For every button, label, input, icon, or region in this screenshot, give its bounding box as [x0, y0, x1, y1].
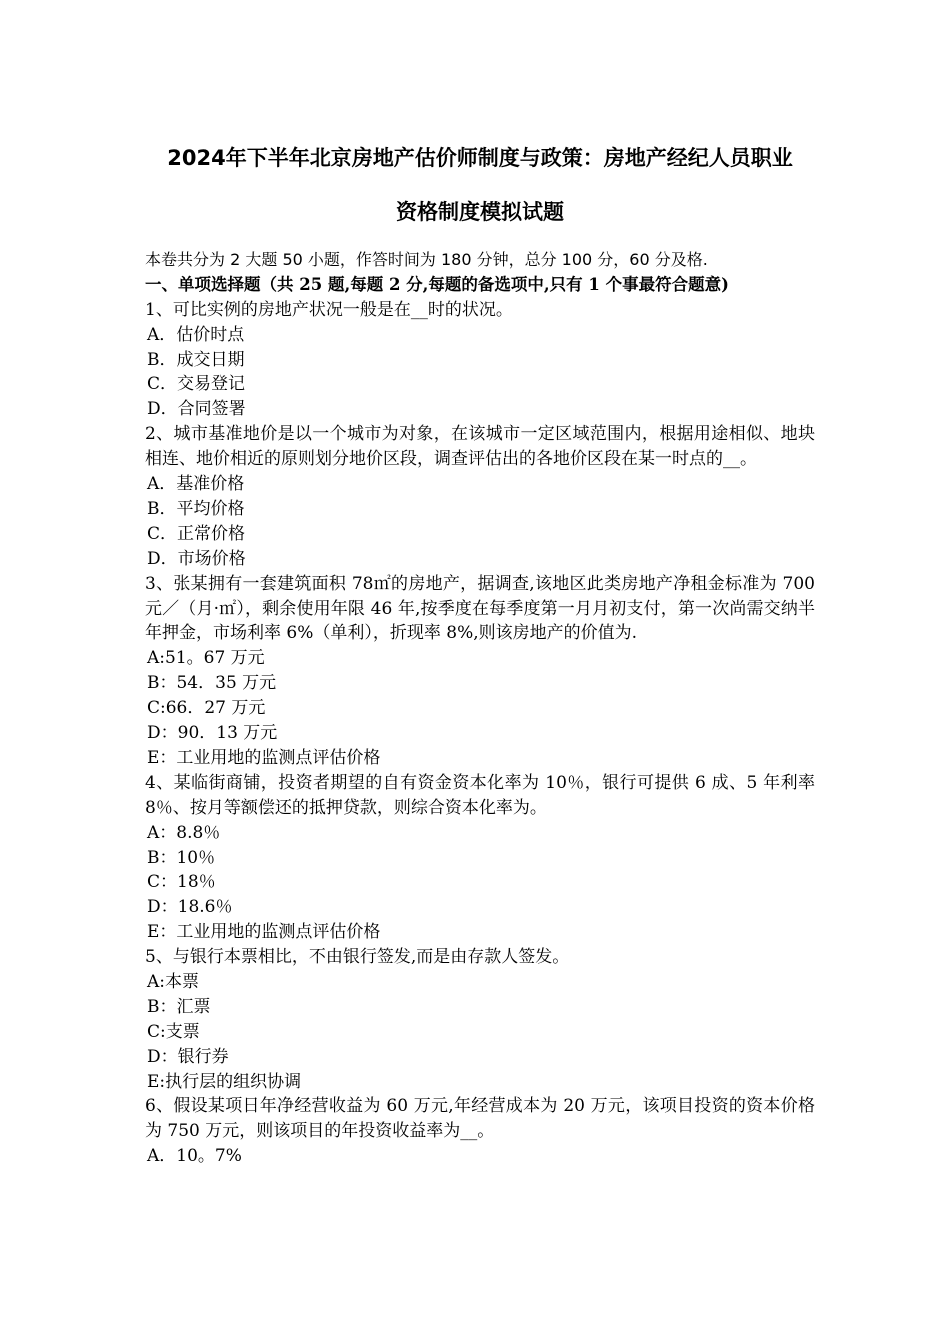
answer-option: B：54．35 万元 [147, 673, 277, 694]
question-stem: 6、假设某项日年净经营收益为 60 万元,年经营成本为 20 万元，该项目投资的资本价格为 750 万元，则该项目的年投资收益率为__。 [145, 1096, 815, 1142]
answer-option: D．市场价格 [147, 548, 246, 569]
question-stem: 3、张某拥有一套建筑面积 78㎡的房地产，据调查,该地区此类房地产净租金标准为 700 元／（月·㎡），剩余使用年限 46 年,按季度在每季度第一月月初支付，第一次尚需交纳半年押金，市场利率 6%（单利），折现率 8%,则该房地产的价值为. [145, 573, 815, 644]
title-line-2: 资格制度模拟试题 [396, 200, 564, 224]
answer-option: B：汇票 [147, 996, 211, 1017]
section-heading: 一、单项选择题（共 25 题,每题 2 分,每题的备选项中,只有 1 个事最符合题意) [145, 274, 729, 294]
answer-option: A．10。7% [147, 1146, 242, 1167]
answer-option: D：90．13 万元 [147, 723, 278, 744]
answer-option: C:支票 [147, 1021, 200, 1042]
question-stem: 2、城市基准地价是以一个城市为对象，在该城市一定区域范围内，根据用途相似、地块相连、地价相近的原则划分地价区段，调查评估出的各地价区段在某一时点的__。 [145, 424, 815, 470]
answer-option: B．平均价格 [147, 498, 245, 519]
answer-option: C:66．27 万元 [147, 698, 266, 719]
title-line-1: 2024年下半年北京房地产估价师制度与政策：房地产经纪人员职业 [167, 146, 793, 170]
question-stem: 1、可比实例的房地产状况一般是在__时的状况。 [145, 299, 513, 320]
answer-option: D：18.6％ [147, 897, 233, 918]
answer-option: D：银行券 [147, 1046, 229, 1067]
answer-option: A:51。67 万元 [147, 648, 265, 669]
question-stem: 4、某临街商铺，投资者期望的自有资金资本化率为 10％，银行可提供 6 成、5 年利率 8％、按月等额偿还的抵押贷款，则综合资本化率为。 [145, 772, 815, 818]
answer-option: C．正常价格 [147, 523, 246, 544]
answer-option: A:本票 [147, 971, 200, 992]
question-stem: 5、与银行本票相比，不由银行签发,而是由存款人签发。 [145, 947, 570, 968]
answer-option: B：10％ [147, 847, 216, 868]
answer-option: E：工业用地的监测点评估价格 [147, 747, 381, 768]
document-body [145, 248, 815, 1169]
answer-option: E：工业用地的监测点评估价格 [147, 922, 381, 943]
answer-option: A：8.8％ [147, 822, 221, 843]
document-title [120, 146, 840, 224]
answer-option: C．交易登记 [147, 374, 246, 395]
answer-option: E:执行层的组织协调 [147, 1071, 302, 1092]
exam-intro: 本卷共分为 2 大题 50 小题，作答时间为 180 分钟，总分 100 分，60 分及格. [145, 250, 708, 269]
answer-option: C：18％ [147, 872, 216, 893]
answer-option: B．成交日期 [147, 349, 245, 370]
answer-option: A．估价时点 [147, 324, 245, 345]
answer-option: A．基准价格 [147, 474, 245, 495]
answer-option: D．合同签署 [147, 399, 246, 420]
